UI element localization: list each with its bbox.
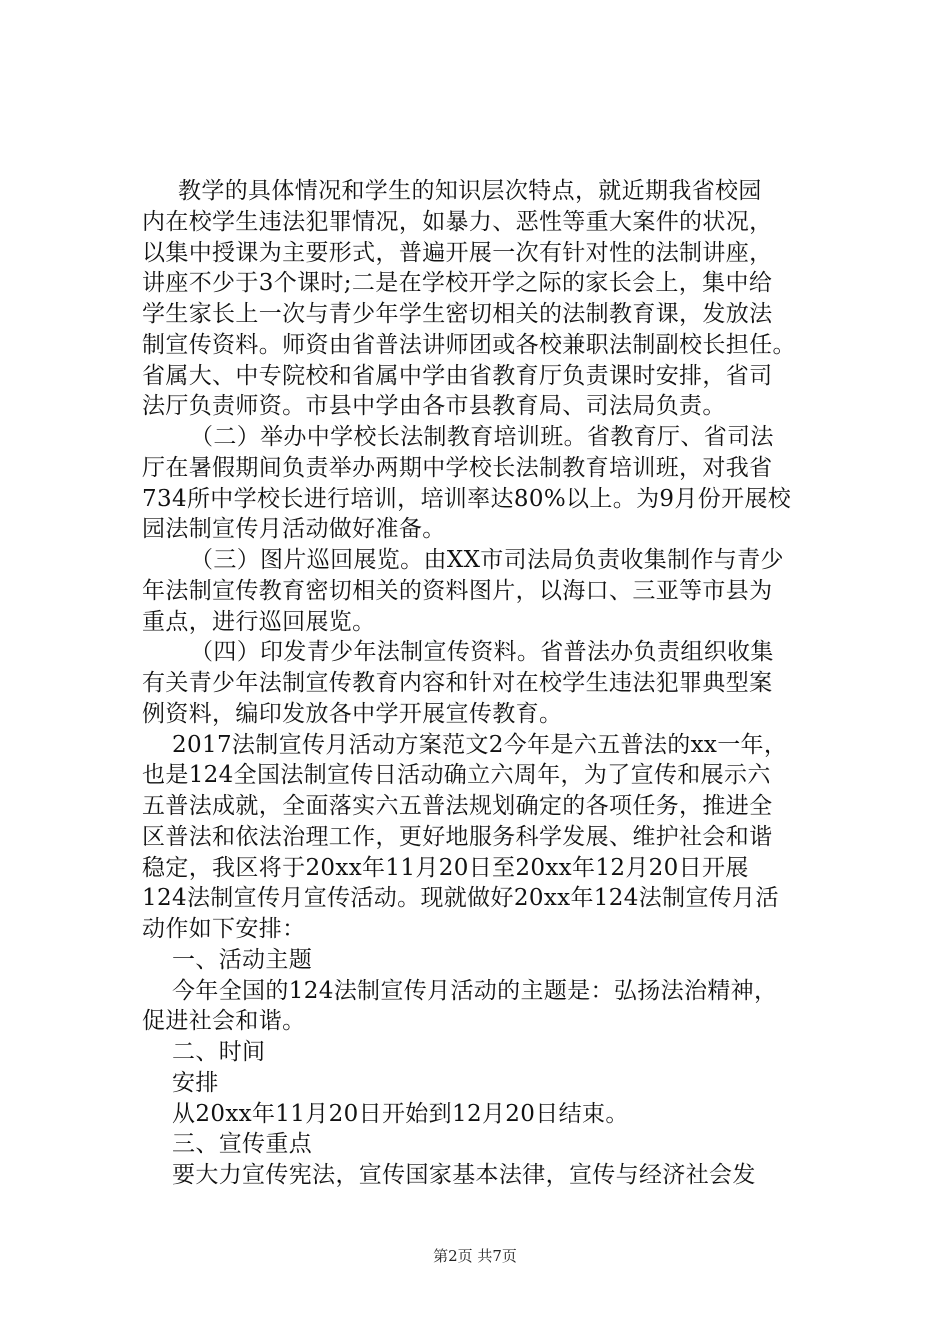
text-line: 有关青少年法制宣传教育内容和针对在校学生违法犯罪典型案 <box>142 670 773 696</box>
text-line: 学生家长上一次与青少年学生密切相关的法制教育课，发放法 <box>142 301 773 327</box>
text-line: 讲座不少于3个课时;二是在学校开学之际的家长会上，集中给 <box>142 270 773 297</box>
text-line: 动作如下安排： <box>142 916 306 942</box>
text-line: 重点，进行巡回展览。 <box>142 608 376 635</box>
text-line: 五普法成就，全面落实六五普法规划确定的各项任务，推进全 <box>142 793 773 819</box>
text-line: 今年全国的124法制宣传月活动的主题是：弘扬法治精神， <box>172 977 778 1004</box>
text-line: 年法制宣传教育密切相关的资料图片，以海口、三亚等市县为 <box>142 577 773 604</box>
text-line: 也是124全国法制宣传日活动确立六周年，为了宣传和展示六 <box>142 762 771 789</box>
text-line: 区普法和依法治理工作，更好地服务科学发展、维护社会和谐 <box>142 823 773 850</box>
text-line: （三）图片巡回展览。由XX市司法局负责收集制作与青少 <box>190 547 784 573</box>
text-line: 从20xx年11月20日开始到12月20日结束。 <box>172 1100 629 1127</box>
text-line: 园法制宣传月活动做好准备。 <box>142 516 446 543</box>
text-line: 教学的具体情况和学生的知识层次特点，就近期我省校园 <box>178 178 762 204</box>
text-line: 厅在暑假期间负责举办两期中学校长法制教育培训班，对我省 <box>142 454 773 481</box>
text-line: 124法制宣传月宣传活动。现就做好20xx年124法制宣传月活 <box>142 885 779 912</box>
text-line: 制宣传资料。师资由省普法讲师团或各校兼职法制副校长担任。 <box>142 331 796 358</box>
text-line: 安排 <box>172 1069 219 1096</box>
section-heading: 三、宣传重点 <box>172 1131 313 1158</box>
text-line: 以集中授课为主要形式，普遍开展一次有针对性的法制讲座， <box>142 239 773 266</box>
section-heading: 一、活动主题 <box>172 946 313 973</box>
text-line: （二）举办中学校长法制教育培训班。省教育厅、省司法 <box>190 424 774 450</box>
text-line: 要大力宣传宪法，宣传国家基本法律，宣传与经济社会发 <box>172 1162 756 1188</box>
page-number-footer: 第2页 共7页 <box>433 1247 517 1265</box>
text-line: 省属大、中专院校和省属中学由省教育厅负责课时安排，省司 <box>142 362 773 389</box>
text-line: 2017法制宣传月活动方案范文2今年是六五普法的xx一年， <box>172 731 788 758</box>
text-line: 法厅负责师资。市县中学由各市县教育局、司法局负责。 <box>142 393 726 420</box>
text-line: （四）印发青少年法制宣传资料。省普法办负责组织收集 <box>190 639 774 666</box>
text-line: 内在校学生违法犯罪情况，如暴力、恶性等重大案件的状况， <box>142 208 773 235</box>
text-line: 734所中学校长进行培训，培训率达80%以上。为9月份开展校 <box>142 485 792 512</box>
text-line: 促进社会和谐。 <box>142 1008 306 1035</box>
text-line: 例资料，编印发放各中学开展宣传教育。 <box>142 700 563 727</box>
section-heading: 二、时间 <box>172 1039 266 1065</box>
document-body <box>142 176 862 1191</box>
text-line: 稳定，我区将于20xx年11月20日至20xx年12月20日开展 <box>142 854 749 881</box>
